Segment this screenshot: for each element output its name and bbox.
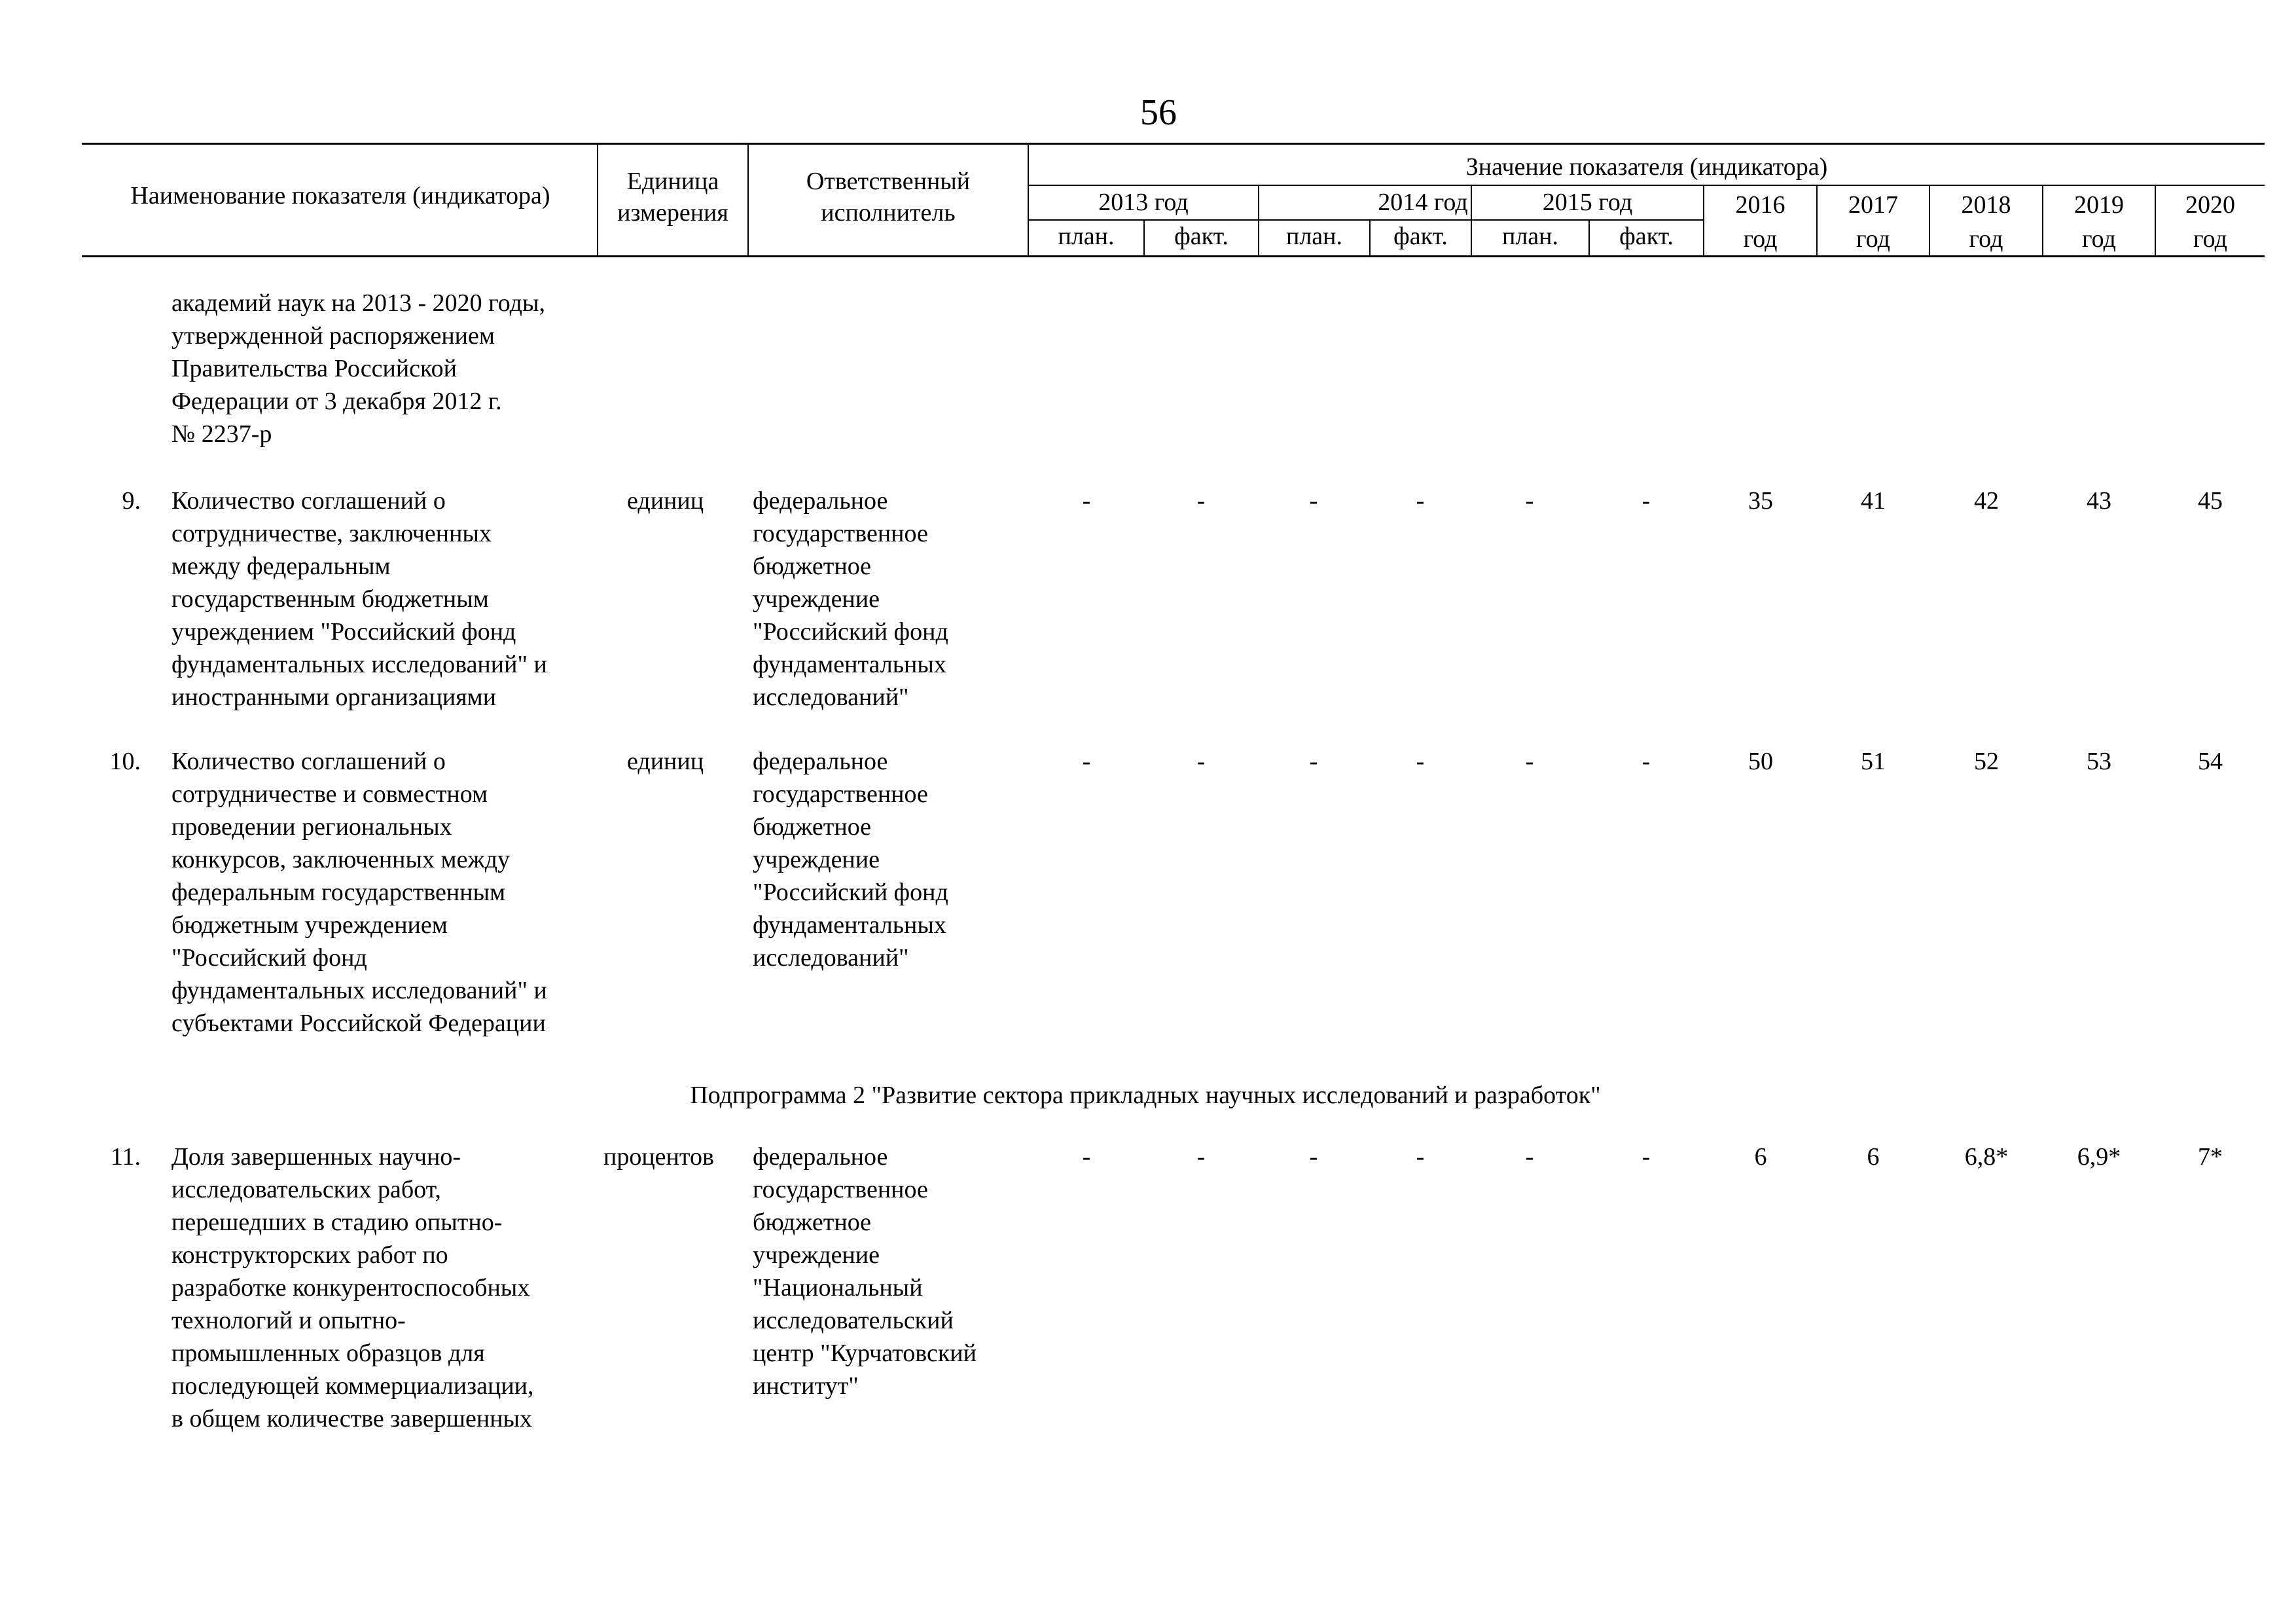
continuation-line: Федерации от 3 декабря 2012 г.: [171, 388, 502, 415]
row-number: 10.: [109, 748, 141, 775]
header-plan: план.: [1058, 223, 1115, 250]
value-cell: 50: [1748, 748, 1773, 775]
indicator-name-line: сотрудничестве и совместном: [171, 780, 488, 808]
indicator-name-line: между федеральным: [171, 553, 391, 580]
unit-cell: единиц: [627, 487, 704, 515]
executor-line: исследований": [753, 684, 909, 711]
value-cell: -: [1641, 487, 1651, 515]
header-year-2014: 2014 год: [1378, 189, 1468, 216]
header-year-2019: 2019: [2074, 191, 2124, 219]
indicator-name-line: перешедших в стадию опытно-: [171, 1209, 503, 1236]
value-cell: -: [1641, 1143, 1651, 1171]
indicator-name-line: бюджетным учреждением: [171, 911, 448, 939]
indicator-name-line: конструкторских работ по: [171, 1241, 448, 1269]
value-cell: -: [1309, 1143, 1318, 1171]
value-cell: -: [1416, 487, 1425, 515]
executor-line: бюджетное: [753, 1209, 872, 1236]
executor-line: институт": [753, 1372, 859, 1400]
unit-cell: единиц: [627, 748, 704, 775]
indicator-name-line: субъектами Российской Федерации: [171, 1010, 546, 1037]
indicator-name-line: "Российский фонд: [171, 944, 367, 972]
indicator-name-line: конкурсов, заключенных между: [171, 846, 511, 873]
executor-line: государственное: [753, 780, 928, 808]
header-mid-rule: [1029, 185, 2265, 186]
executor-line: государственное: [753, 520, 928, 547]
header-plan-fact-rule: [1029, 219, 1703, 221]
indicator-name-line: в общем количестве завершенных: [171, 1405, 533, 1432]
continuation-line: академий наук на 2013 - 2020 годы,: [171, 289, 546, 317]
indicator-name-line: последующей коммерциализации,: [171, 1372, 534, 1400]
header-year-2016: 2016: [1735, 191, 1785, 219]
executor-line: учреждение: [753, 1241, 880, 1269]
executor-line: бюджетное: [753, 813, 872, 841]
header-year-word: год: [2193, 225, 2227, 253]
indicator-name-line: государственным бюджетным: [171, 585, 489, 613]
indicator-name-line: учреждением "Российский фонд: [171, 618, 516, 646]
executor-line: "Российский фонд: [753, 618, 948, 646]
row-number: 11.: [110, 1143, 141, 1171]
value-cell: 52: [1974, 748, 1999, 775]
value-cell: 51: [1861, 748, 1886, 775]
header-year-word: год: [1969, 225, 2003, 253]
executor-line: исследований": [753, 944, 909, 972]
value-cell: -: [1416, 1143, 1425, 1171]
indicator-name-line: фундаментальных исследований" и: [171, 651, 547, 678]
value-cell: 6,9*: [2077, 1143, 2121, 1171]
value-cell: 45: [2198, 487, 2223, 515]
executor-line: "Национальный: [753, 1274, 923, 1302]
executor-line: федеральное: [753, 487, 888, 515]
value-cell: -: [1082, 1143, 1091, 1171]
value-cell: -: [1525, 1143, 1534, 1171]
executor-line: государственное: [753, 1176, 928, 1203]
executor-line: федеральное: [753, 748, 888, 775]
header-top-rule: [82, 143, 2265, 145]
header-value-group: Значение показателя (индикатора): [1465, 153, 1828, 181]
indicator-name-line: проведении региональных: [171, 813, 452, 841]
header-fact: факт.: [1174, 223, 1229, 250]
unit-cell: процентов: [603, 1143, 714, 1171]
value-cell: 53: [2087, 748, 2111, 775]
header-fact: факт.: [1393, 223, 1448, 250]
value-cell: -: [1309, 748, 1318, 775]
header-year-2020: 2020: [2185, 191, 2235, 219]
value-cell: -: [1309, 487, 1318, 515]
value-cell: 6: [1867, 1143, 1880, 1171]
executor-line: центр "Курчатовский: [753, 1340, 977, 1367]
executor-line: "Российский фонд: [753, 879, 948, 906]
continuation-line: Правительства Российской: [171, 355, 457, 382]
indicator-name-line: сотрудничестве, заключенных: [171, 520, 492, 547]
header-executor-1: Ответственный: [806, 168, 971, 195]
header-year-2017: 2017: [1848, 191, 1898, 219]
value-cell: -: [1196, 487, 1206, 515]
header-plan: план.: [1285, 223, 1342, 250]
continuation-line: № 2237-р: [171, 420, 272, 448]
value-cell: -: [1082, 487, 1091, 515]
indicator-name-line: Количество соглашений о: [171, 487, 446, 515]
header-year-word: год: [1856, 225, 1890, 253]
value-cell: -: [1416, 748, 1425, 775]
indicator-name-line: фундаментальных исследований" и: [171, 977, 547, 1004]
subprogram-title: Подпрограмма 2 "Развитие сектора прикладных научных исследований и разработок": [690, 1082, 1601, 1109]
header-year-word: год: [2082, 225, 2116, 253]
value-cell: 43: [2087, 487, 2111, 515]
indicator-name-line: технологий и опытно-: [171, 1307, 406, 1334]
executor-line: учреждение: [753, 585, 880, 613]
header-year-2018: 2018: [1961, 191, 2011, 219]
value-cell: -: [1525, 487, 1534, 515]
header-year-2013: 2013 год: [1098, 189, 1189, 216]
value-cell: -: [1196, 748, 1206, 775]
header-year-2015: 2015 год: [1542, 189, 1633, 216]
value-cell: 35: [1748, 487, 1773, 515]
header-executor-2: исполнитель: [821, 199, 956, 227]
value-cell: -: [1196, 1143, 1206, 1171]
header-bottom-rule: [82, 255, 2265, 257]
indicator-name-line: разработке конкурентоспособных: [171, 1274, 530, 1302]
page-number: 56: [1140, 92, 1177, 133]
executor-line: фундаментальных: [753, 651, 946, 678]
indicator-name-line: промышленных образцов для: [171, 1340, 485, 1367]
value-cell: 41: [1861, 487, 1886, 515]
executor-line: федеральное: [753, 1143, 888, 1171]
value-cell: -: [1641, 748, 1651, 775]
executor-line: исследовательский: [753, 1307, 954, 1334]
header-year-word: год: [1743, 225, 1778, 253]
executor-line: бюджетное: [753, 553, 872, 580]
value-cell: -: [1525, 748, 1534, 775]
header-unit-1: Единица: [626, 168, 719, 195]
indicator-name-line: исследовательских работ,: [171, 1176, 441, 1203]
row-number: 9.: [122, 487, 141, 515]
executor-line: учреждение: [753, 846, 880, 873]
value-cell: 6: [1754, 1143, 1767, 1171]
header-fact: факт.: [1619, 223, 1674, 250]
executor-line: фундаментальных: [753, 911, 946, 939]
header-name: Наименование показателя (индикатора): [130, 182, 550, 210]
value-cell: 42: [1974, 487, 1999, 515]
indicator-name-line: иностранными организациями: [171, 684, 497, 711]
value-cell: 54: [2198, 748, 2223, 775]
indicator-name-line: федеральным государственным: [171, 879, 506, 906]
continuation-line: утвержденной распоряжением: [171, 322, 495, 350]
indicator-name-line: Доля завершенных научно-: [171, 1143, 461, 1171]
value-cell: 6,8*: [1964, 1143, 2009, 1171]
value-cell: 7*: [2198, 1143, 2223, 1171]
indicator-name-line: Количество соглашений о: [171, 748, 446, 775]
header-unit-2: измерения: [617, 199, 728, 227]
header-plan: план.: [1501, 223, 1558, 250]
value-cell: -: [1082, 748, 1091, 775]
